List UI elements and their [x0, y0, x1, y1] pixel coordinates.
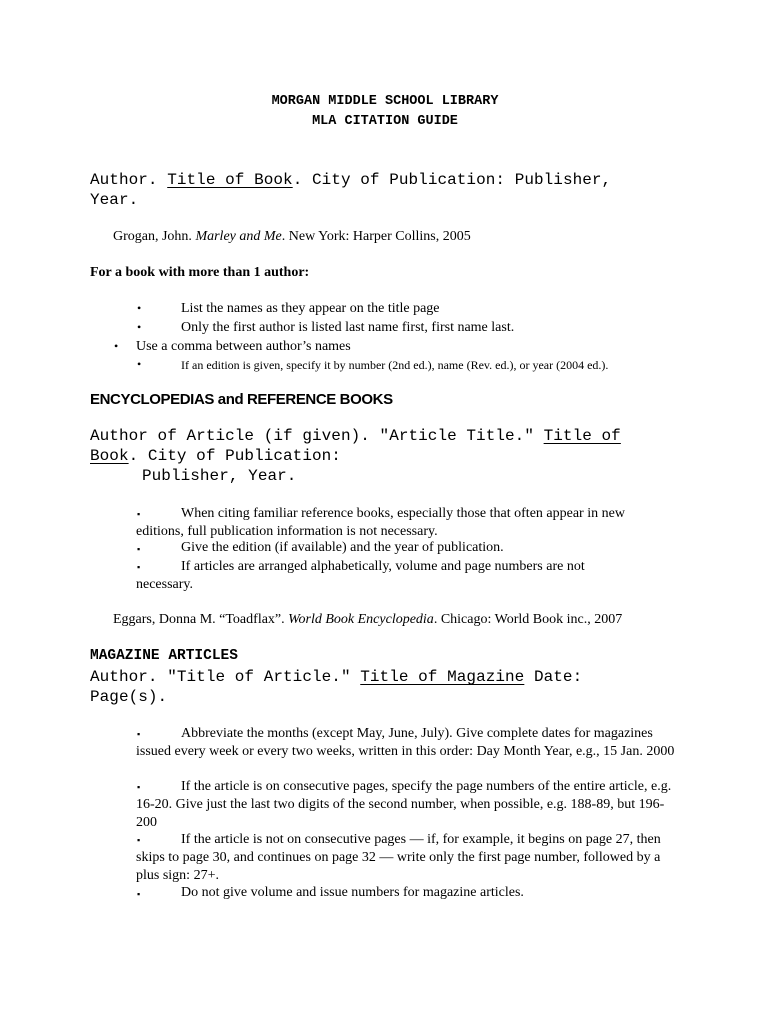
round-bullet-icon: • — [137, 320, 142, 334]
example-rest: . New York: Harper Collins, 2005 — [281, 229, 471, 244]
square-bullet-icon: ▪ — [137, 509, 141, 519]
magazine-format-line2: Page(s). — [90, 688, 168, 706]
format-magazine-title: Title of Magazine — [360, 668, 525, 686]
magazine-bullet-1: Abbreviate the months (except May, June, July). Give complete dates for magazines issued every week or every two weeks, written in this order: Day Month Year, e.g., 15 Jan. 2000 — [136, 726, 675, 759]
format-article: Author. "Title of Article." — [90, 668, 361, 686]
format-date: Date: — [524, 668, 583, 686]
round-bullet-icon: • — [137, 301, 142, 315]
square-bullet-icon: ▪ — [137, 544, 141, 554]
square-bullet-icon: ▪ — [137, 889, 141, 899]
square-bullet-icon: ▪ — [137, 835, 141, 845]
format-book-title: Title of — [543, 427, 621, 445]
multi-author-heading: For a book with more than 1 author: — [90, 265, 310, 280]
book-bullet-2: Only the first author is listed last name first, first name last. — [181, 320, 515, 335]
encyclopedia-format-line1 — [90, 427, 621, 445]
book-example — [113, 229, 471, 245]
encyclopedias-heading: ENCYCLOPEDIAS and REFERENCE BOOKS — [90, 391, 393, 408]
encyclopedia-bullet-1: When citing familiar reference books, especially those that often appear in new editions, full publication information is not necessary. — [136, 506, 625, 539]
magazine-bullet-4: Do not give volume and issue numbers for magazine articles. — [181, 885, 524, 900]
book-bullet-4: If an edition is given, specify it by number (2nd ed.), name (Rev. ed.), or year (2004 ed.). — [181, 358, 609, 372]
round-bullet-icon: • — [137, 357, 142, 371]
format-rest: . City of Publication: Publisher, — [292, 171, 612, 189]
example-title: Marley and Me — [195, 229, 282, 244]
guide-title-line2: MLA CITATION GUIDE — [312, 114, 458, 129]
example-title: World Book Encyclopedia — [288, 612, 434, 627]
magazine-bullet-3: If the article is not on consecutive pages — if, for example, it begins on page 27, then skips to page 30, and continues on page 32 — write only the first page number, followed by a plus sign: 27+. — [136, 832, 661, 883]
encyclopedia-example — [113, 612, 622, 628]
encyclopedia-bullet-3: If articles are arranged alphabetically, volume and page numbers are not necessary. — [136, 559, 585, 592]
magazine-format-line1 — [90, 668, 582, 686]
encyclopedia-format-line3: Publisher, Year. — [142, 467, 297, 485]
format-book-title: Book — [90, 447, 129, 465]
example-rest: . Chicago: World Book inc., 2007 — [433, 612, 623, 627]
encyclopedia-format-line2 — [90, 447, 341, 465]
guide-title-line1: MORGAN MIDDLE SCHOOL LIBRARY — [271, 94, 499, 109]
square-bullet-icon: ▪ — [137, 782, 141, 792]
book-bullet-3: Use a comma between author’s names — [136, 339, 351, 354]
magazine-bullet-2: If the article is on consecutive pages, specify the page numbers of the entire article, e.g. 16-20. Give just the last two digits of the second number, when possible, e.g. 188-89, but 196-200 — [136, 779, 672, 830]
format-rest: . City of Publication: — [128, 447, 341, 465]
book-format-line1 — [90, 171, 611, 189]
example-author: Eggars, Donna M. “Toadflax”. — [113, 612, 289, 627]
magazines-heading: MAGAZINE ARTICLES — [90, 648, 238, 664]
book-bullet-1: List the names as they appear on the title page — [181, 301, 440, 316]
round-bullet-icon: • — [114, 339, 119, 353]
book-format-line2: Year. — [90, 191, 139, 209]
format-author: Author. — [90, 171, 168, 189]
format-book-title: Title of Book — [167, 171, 293, 189]
encyclopedia-bullet-2: Give the edition (if available) and the year of publication. — [181, 540, 504, 555]
example-author: Grogan, John. — [113, 229, 196, 244]
square-bullet-icon: ▪ — [137, 729, 141, 739]
square-bullet-icon: ▪ — [137, 562, 141, 572]
format-article: Author of Article (if given). "Article Title." — [90, 427, 544, 445]
